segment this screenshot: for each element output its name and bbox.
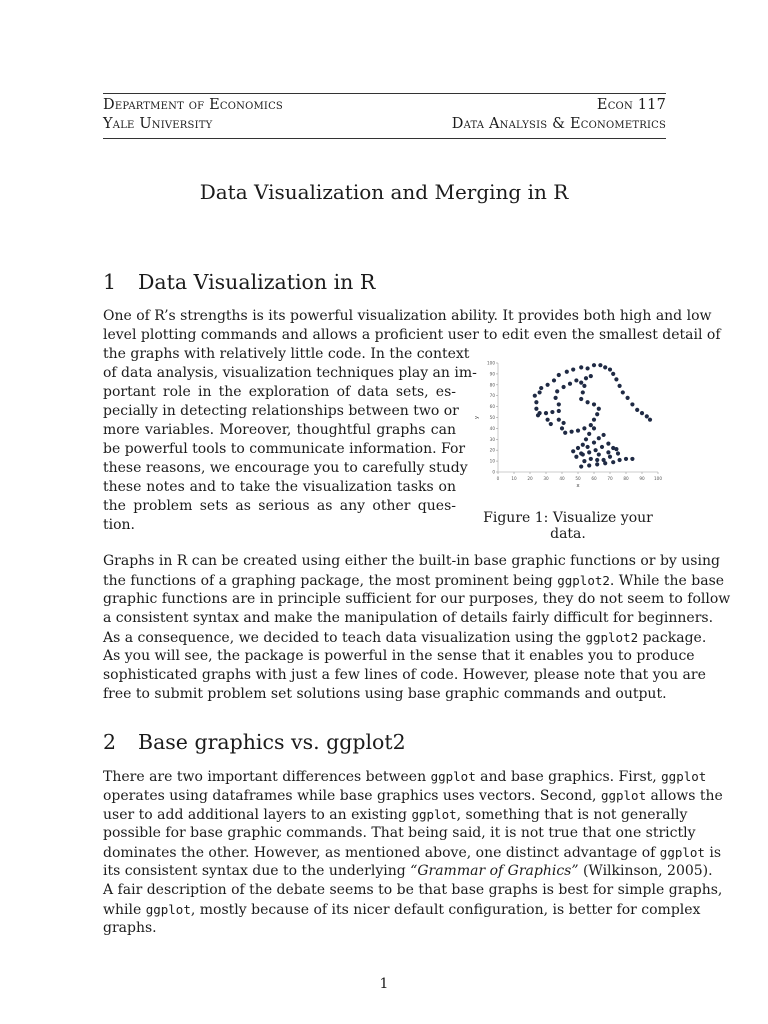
text-line: level plotting commands and allows a proficient user to edit even the smallest detail of [103, 327, 721, 343]
inline-code: ggplot [411, 807, 457, 822]
header-bottom-rule [103, 138, 666, 139]
data-point [544, 411, 548, 415]
section-2-paragraph [103, 767, 723, 938]
text-line: these notes and to take the visualization tasks on [103, 479, 456, 495]
inline-code: ggplot [659, 845, 705, 860]
data-point [549, 422, 553, 426]
x-tick-label: 0 [496, 476, 500, 481]
inline-code: ggplot [600, 788, 647, 803]
x-tick-label: 80 [623, 476, 629, 481]
text: is [704, 845, 722, 861]
data-point [557, 409, 561, 413]
data-point [574, 378, 578, 382]
data-point [598, 363, 602, 367]
data-point [581, 443, 585, 447]
section-1-paragraph-1-full [103, 307, 721, 345]
y-tick-label: 90 [489, 371, 495, 377]
data-point [630, 457, 634, 461]
data-point [600, 445, 604, 449]
data-point [589, 457, 593, 461]
text-line: more variables. Moreover, thoughtful graphs can [103, 422, 456, 438]
data-point [624, 457, 628, 461]
text-line: free to submit problem set solutions using base graphic commands and output. [103, 686, 667, 702]
text-line [103, 862, 713, 881]
inline-code: ggplot2 [557, 573, 610, 588]
y-tick-label: 20 [489, 447, 495, 453]
text-line: One of R’s strengths is its powerful visualization ability. It provides both high and low [103, 308, 712, 324]
data-point [608, 367, 612, 371]
section-1-title: Data Visualization in R [138, 270, 376, 294]
y-tick-label: 40 [489, 425, 495, 431]
data-point [611, 460, 615, 464]
section-1-heading [103, 270, 375, 294]
data-point [579, 464, 583, 468]
data-point [587, 450, 591, 454]
data-point [571, 449, 575, 453]
header-dept: Department of Economics [103, 97, 283, 113]
text-line: tion. [103, 517, 135, 533]
text-line [103, 571, 725, 590]
data-point [582, 426, 586, 430]
data-point [592, 418, 596, 422]
data-point [595, 458, 599, 462]
data-point [579, 381, 583, 385]
text: its consistent syntax due to the underlying [103, 863, 411, 879]
text-line: pecially in detecting relationships between two or [103, 403, 459, 419]
data-point [546, 418, 550, 422]
text-line: Graphs in R can be created using either the built-in base graphic functions or by using [103, 553, 720, 569]
data-point [563, 431, 567, 435]
data-point [582, 384, 586, 388]
data-point [584, 376, 588, 380]
y-axis-label: y [474, 415, 480, 420]
data-point [571, 367, 575, 371]
text: package. [638, 630, 707, 646]
data-point [626, 396, 630, 400]
text-line: possible for base graphic commands. That being said, it is not true that one strictly [103, 825, 696, 841]
page-number: 1 [379, 976, 389, 992]
text: while [103, 902, 146, 918]
x-tick-label: 50 [575, 476, 581, 481]
data-point [533, 394, 537, 398]
data-point [554, 396, 558, 400]
y-tick-label: 0 [492, 469, 495, 475]
data-point [579, 365, 583, 369]
text: As a consequence, we decided to teach data visualization using the [103, 630, 586, 646]
text-line [103, 805, 688, 824]
section-2-heading [103, 730, 406, 754]
y-tick-label: 70 [489, 393, 495, 399]
text: and base graphics. First, [475, 769, 662, 785]
data-point [586, 445, 590, 449]
text-line: As you will see, the package is powerful in the sense that it enables you to produce [103, 648, 695, 664]
data-point [635, 408, 639, 412]
section-2-title: Base graphics vs. ggplot2 [138, 730, 406, 754]
data-point [560, 426, 564, 430]
y-tick-label: 100 [487, 360, 495, 366]
datasaurus-scatter-plot [470, 358, 666, 488]
inline-code: ggplot [661, 769, 707, 784]
text-line: the problem sets as serious as any other ques- [103, 498, 456, 514]
data-point [592, 440, 596, 444]
text-line: sophisticated graphs with just a few lines of code. However, please note that you are [103, 667, 706, 683]
y-tick-label: 80 [489, 382, 495, 388]
section-1-paragraph-1-wrapped [103, 345, 477, 535]
text-line [103, 786, 723, 805]
text: user to add additional layers to an existing [103, 807, 412, 823]
data-point [562, 421, 566, 425]
x-axis-label: x [576, 483, 580, 488]
document-title: Data Visualization and Merging in R [199, 180, 569, 204]
y-tick-label: 60 [489, 404, 495, 410]
data-point [570, 430, 574, 434]
data-point [565, 370, 569, 374]
header-course: Econ 117 [596, 97, 666, 113]
x-tick-label: 70 [607, 476, 613, 481]
x-tick-label: 60 [591, 476, 597, 481]
data-point [608, 455, 612, 459]
data-point [589, 374, 593, 378]
data-point [595, 462, 599, 466]
data-point [576, 428, 580, 432]
inline-code: ggplot [145, 902, 191, 917]
x-tick-label: 10 [511, 476, 517, 481]
x-tick-label: 40 [559, 476, 565, 481]
data-point [616, 451, 620, 455]
data-point [579, 397, 583, 401]
text: There are two important differences between [103, 769, 431, 785]
text: the functions of a graphing package, the most prominent being [103, 573, 558, 589]
data-point [603, 461, 607, 465]
inline-code: ggplot [430, 769, 476, 784]
x-tick-label: 100 [654, 476, 662, 481]
data-point [586, 366, 590, 370]
data-point [539, 386, 543, 390]
data-point [557, 402, 561, 406]
text-line: be powerful tools to communicate information. For [103, 441, 466, 457]
data-point [618, 458, 622, 462]
text-line [103, 767, 707, 786]
data-point [606, 450, 610, 454]
data-point [562, 385, 566, 389]
data-point [597, 436, 601, 440]
text-line [103, 900, 701, 919]
data-point [645, 414, 649, 418]
section-1-paragraph-2 [103, 552, 731, 704]
data-point [555, 389, 559, 393]
text: , mostly because of its nicer default configuration, is better for complex [190, 902, 701, 918]
text-line: graphs. [103, 920, 157, 936]
text: (Wilkinson, 2005). [578, 863, 713, 879]
x-tick-label: 90 [639, 476, 645, 481]
section-2-number: 2 [103, 730, 117, 754]
header-course-title: Data Analysis & Econometrics [451, 116, 666, 132]
data-point [621, 390, 625, 394]
text-line: graphic functions are in principle sufficient for our purposes, they do not seem to follow [103, 591, 731, 607]
data-point [534, 407, 538, 411]
data-point [557, 418, 561, 422]
data-point [618, 384, 622, 388]
data-point [584, 437, 588, 441]
y-tick-label: 10 [489, 458, 495, 464]
text: operates using dataframes while base graphics uses vectors. Second, [103, 788, 601, 804]
data-point [589, 423, 593, 427]
text-line: A fair description of the debate seems to be that base graphs is best for simple graphs, [103, 882, 723, 898]
data-point [576, 446, 580, 450]
data-point [538, 390, 542, 394]
data-point [648, 418, 652, 422]
data-point [582, 459, 586, 463]
data-point [592, 363, 596, 367]
data-point [611, 372, 615, 376]
data-point [606, 442, 610, 446]
data-point [586, 400, 590, 404]
text-line: a consistent syntax and make the manipulation of details fairly difficult for beginners. [103, 610, 714, 626]
x-tick-label: 30 [543, 476, 549, 481]
data-point [602, 433, 606, 437]
data-point [594, 448, 598, 452]
text-line [103, 843, 722, 862]
text: . While the base [609, 573, 725, 589]
data-point [640, 411, 644, 415]
figure-caption: Figure 1: Visualize your data. [483, 510, 653, 542]
emphasis: “Grammar of Graphics” [410, 863, 579, 879]
y-tick-label: 50 [489, 415, 495, 420]
data-point [587, 432, 591, 436]
data-point [614, 447, 618, 451]
data-point [595, 412, 599, 416]
text-line: of data analysis, visualization techniques play an im- [103, 365, 477, 381]
text-line: portant role in the exploration of data sets, es- [103, 384, 456, 400]
data-point [550, 410, 554, 414]
text: allows the [646, 788, 723, 804]
data-point [603, 365, 607, 369]
text-line [103, 628, 707, 647]
data-point [592, 402, 596, 406]
y-tick-label: 30 [489, 436, 495, 442]
data-point [614, 377, 618, 381]
text: , something that is not generally [456, 807, 688, 823]
x-tick-label: 20 [527, 476, 533, 481]
data-point [592, 426, 596, 430]
data-point [538, 411, 542, 415]
data-point [574, 455, 578, 459]
data-point [557, 373, 561, 377]
header-top-rule [103, 93, 666, 94]
data-point [587, 463, 591, 467]
data-point [568, 382, 572, 386]
inline-code: ggplot2 [585, 630, 639, 645]
data-point [581, 390, 585, 394]
text-line: these reasons, we encourage you to carefully study [103, 460, 468, 476]
data-point [597, 452, 601, 456]
header-university: Yale University [103, 116, 213, 132]
data-point [552, 378, 556, 382]
data-point [630, 402, 634, 406]
data-point [534, 400, 538, 404]
text: dominates the other. However, as mentioned above, one distinct advantage of [103, 845, 660, 861]
data-point [546, 383, 550, 387]
data-point [597, 407, 601, 411]
data-point [579, 451, 583, 455]
section-1-number: 1 [103, 270, 117, 294]
text-line: the graphs with relatively little code. In the context [103, 346, 470, 362]
